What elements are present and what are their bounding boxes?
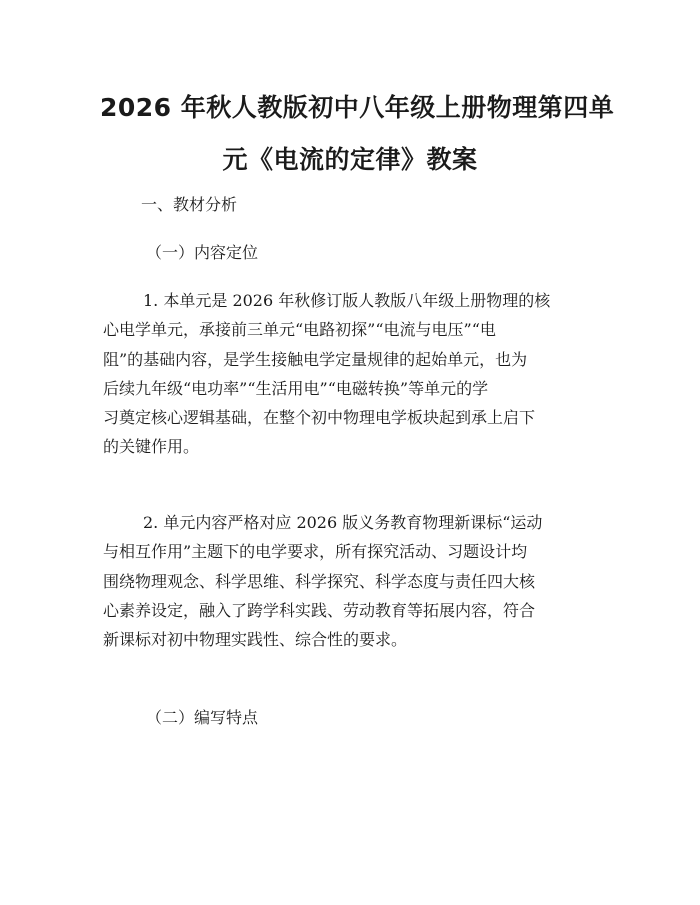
paragraph-line: 新课标对初中物理实践性、综合性的要求。 xyxy=(103,630,408,650)
document-title xyxy=(100,82,615,186)
paragraph-line: 的关键作用。 xyxy=(103,437,200,457)
paragraph-2 xyxy=(103,508,603,654)
paragraph-line: 心素养设定，融入了跨学科实践、劳动教育等拓展内容，符合 xyxy=(103,600,536,620)
paragraph-line: 心电学单元，承接前三单元“电路初探”“电流与电压”“电 xyxy=(103,320,496,340)
paragraph-line: 2. 单元内容严格对应 2026 版义务教育物理新课标“运动 xyxy=(143,513,543,532)
paragraph-line: 习奠定核心逻辑基础，在整个初中物理电学板块起到承上启下 xyxy=(103,408,536,428)
paragraph-line: 阻”的基础内容，是学生接触电学定量规律的起始单元，也为 xyxy=(103,349,528,369)
paragraph-1 xyxy=(103,286,603,462)
subsection-heading-content-positioning: （一）内容定位 xyxy=(146,243,259,262)
paragraph-line: 后续九年级“电功率”“生活用电”“电磁转换”等单元的学 xyxy=(103,378,489,398)
paragraph-line: 围绕物理观念、科学思维、科学探究、科学态度与责任四大核 xyxy=(103,571,536,591)
title-line-2: 元《电流的定律》教案 xyxy=(222,145,478,174)
paragraph-line: 1. 本单元是 2026 年秋修订版人教版八年级上册物理的核 xyxy=(143,291,551,310)
title-line-1: 2026 年秋人教版初中八年级上册物理第四单 xyxy=(100,93,615,122)
subsection-heading-writing-features: （二）编写特点 xyxy=(146,708,259,727)
section-heading-teaching-material-analysis: 一、教材分析 xyxy=(141,195,238,214)
paragraph-line: 与相互作用”主题下的电学要求，所有探究活动、习题设计均 xyxy=(103,542,528,562)
